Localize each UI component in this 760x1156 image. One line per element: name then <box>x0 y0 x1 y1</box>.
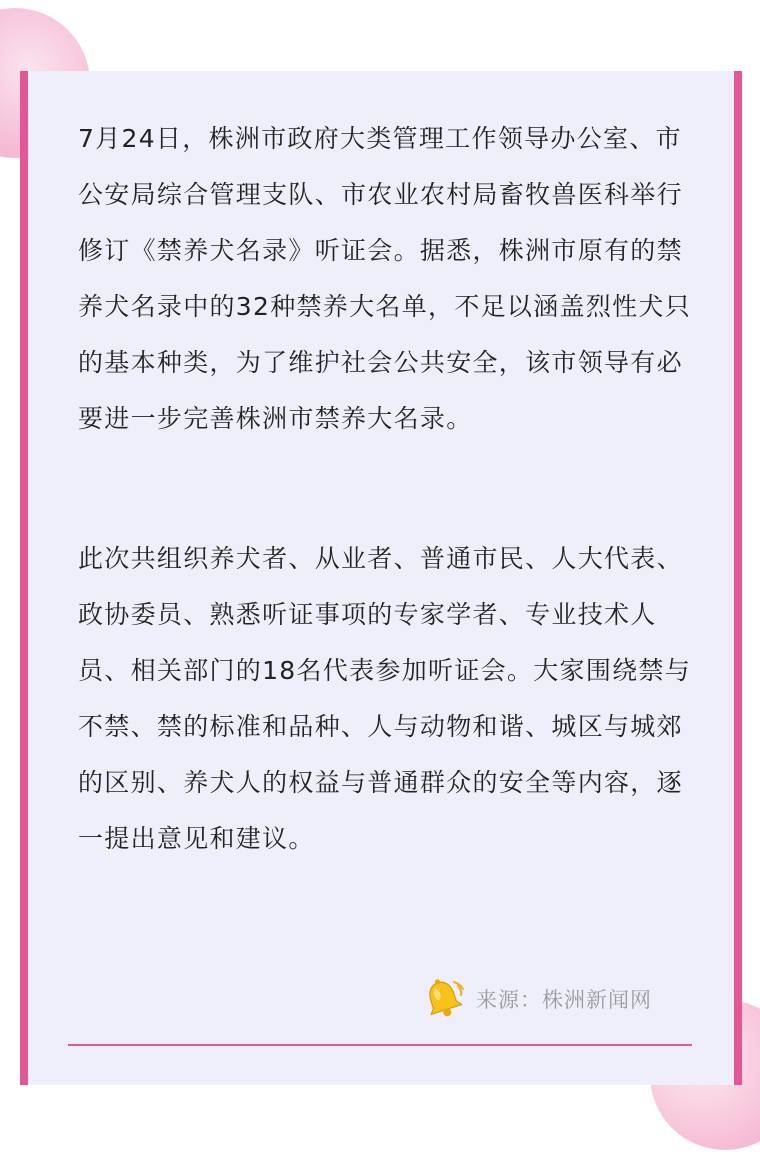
article-card <box>20 71 742 1085</box>
article-paragraph-2: 此次共组织养犬者、从业者、普通市民、人大代表、政协委员、熟悉听证事项的专家学者、专业技术人员、相关部门的18名代表参加听证会。大家围绕禁与不禁、禁的标准和品种、人与动物和谐、城区与城郊的区别、养犬人的权益与普通群众的安全等内容，逐一提出意见和建议。 <box>78 544 692 853</box>
source-label: 来源：株洲新闻网 <box>476 988 652 1012</box>
article-paragraph-1: 7月24日，株洲市政府大类管理工作领导办公室、市公安局综合管理支队、市农业农村局畜牧兽医科举行修订《禁养犬名录》听证会。据悉，株洲市原有的禁养犬名录中的32种禁养大名单，不足以涵盖烈性犬只的基本种类，为了维护社会公共安全，该市领导有必要进一步完善株洲市禁养大名录。 <box>78 124 692 433</box>
source-attribution <box>420 976 652 1022</box>
bottom-divider <box>68 1044 692 1046</box>
bell-icon <box>420 976 466 1022</box>
